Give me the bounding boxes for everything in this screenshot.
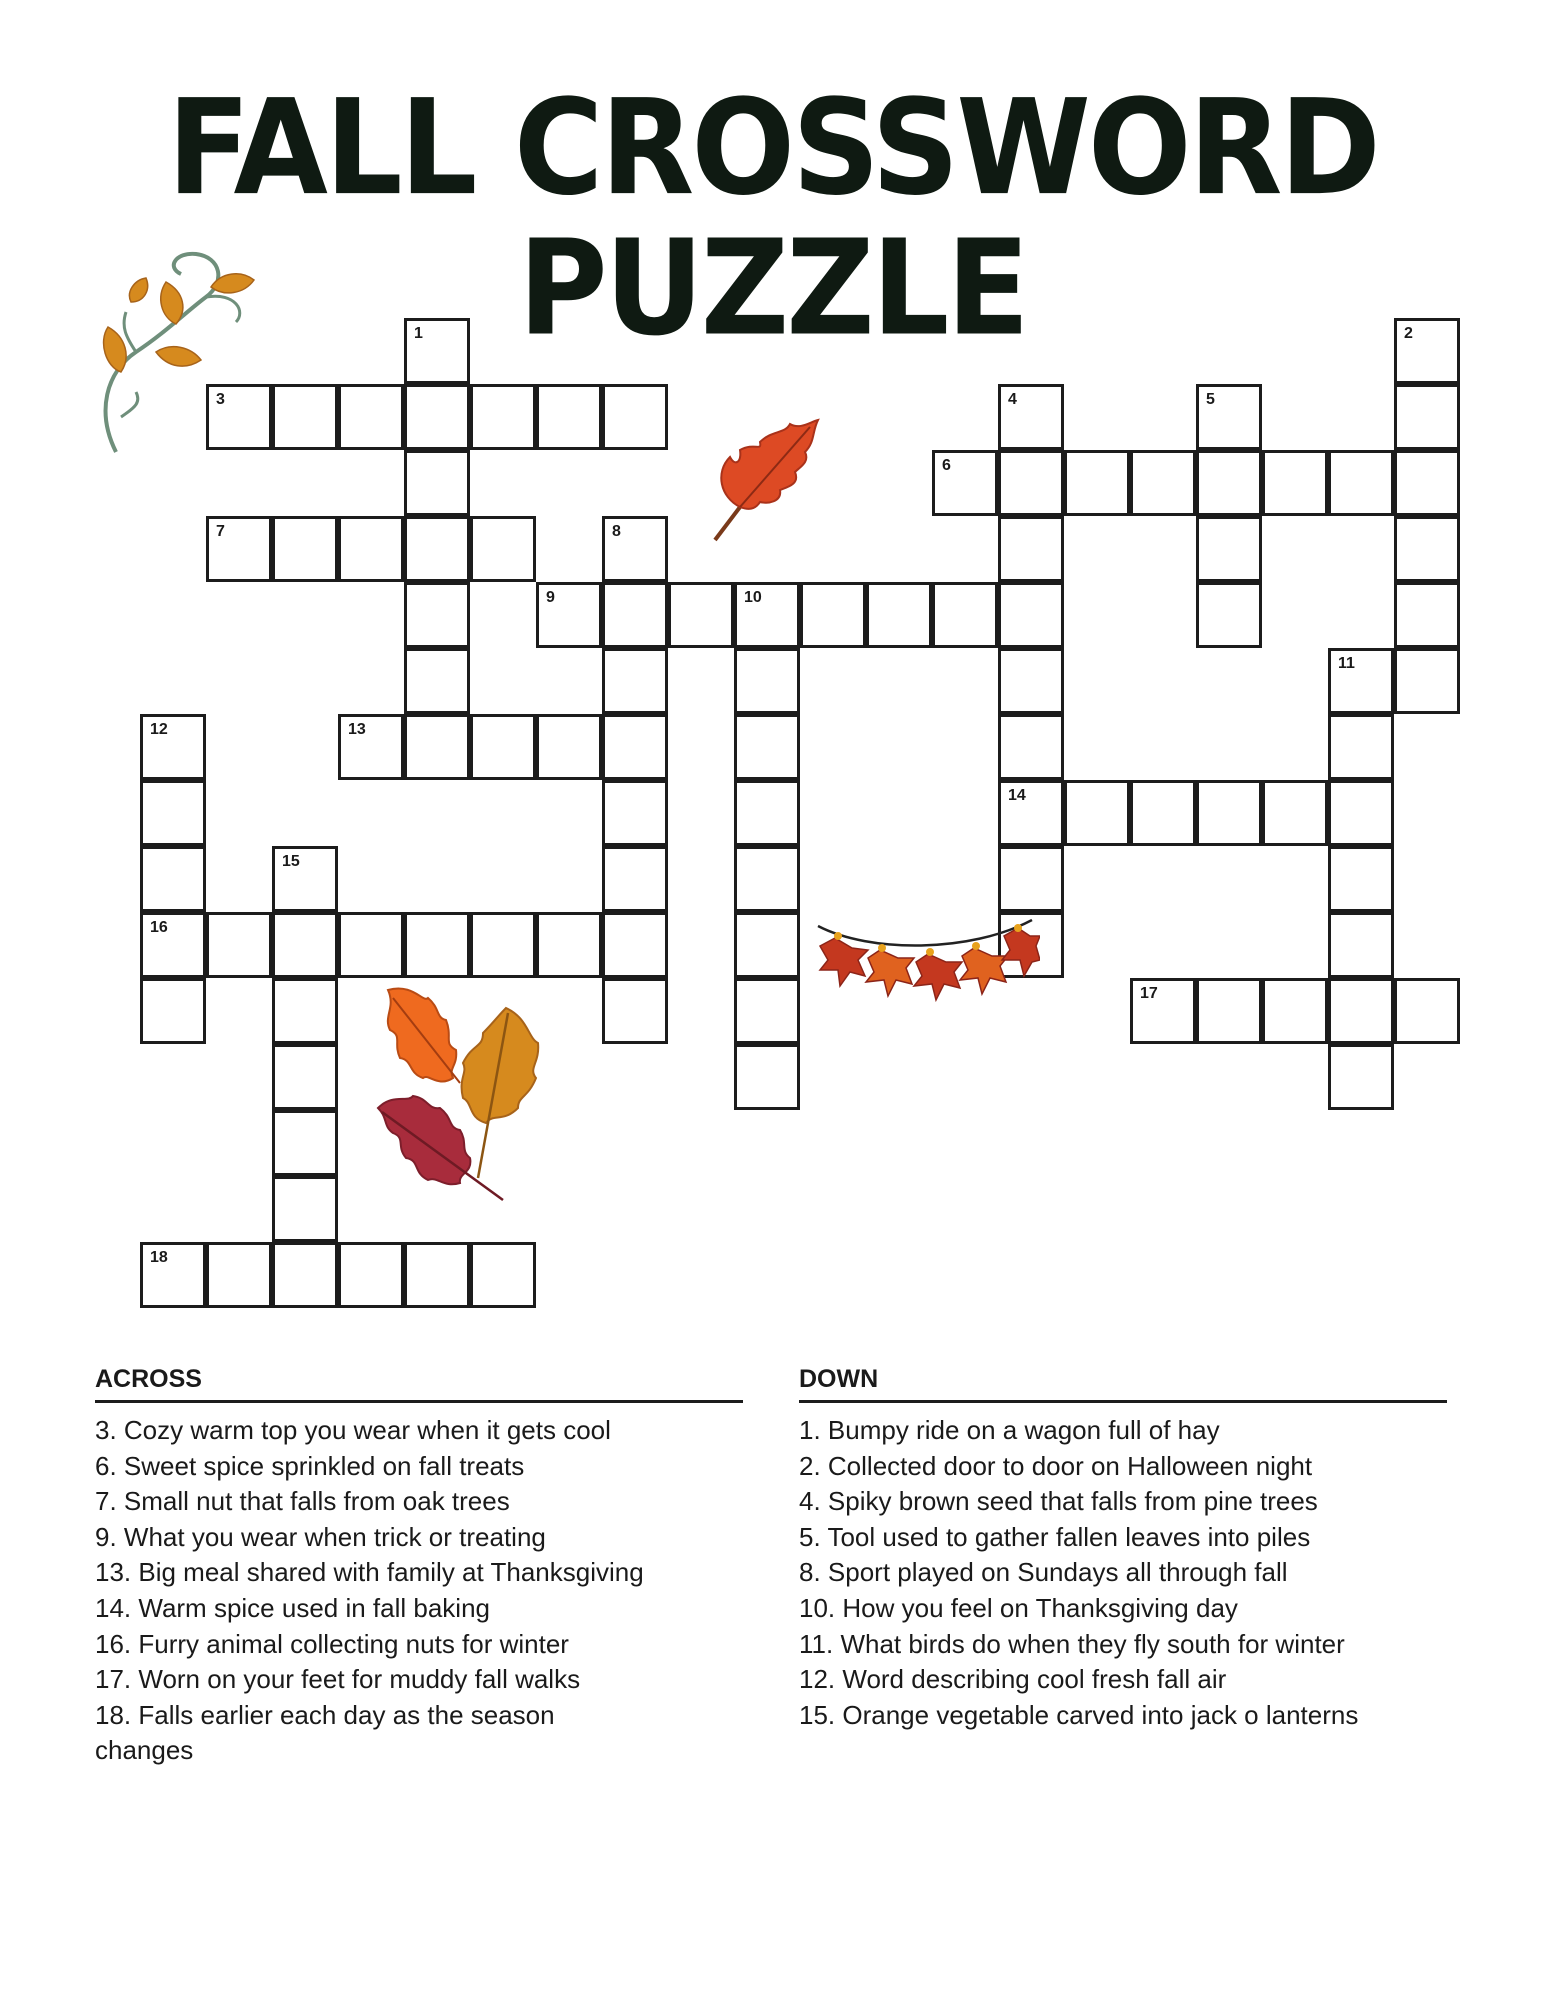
grid-cell[interactable] — [206, 1242, 272, 1308]
grid-cell[interactable] — [140, 1242, 206, 1308]
grid-cell[interactable] — [536, 714, 602, 780]
clue-number: 16 — [150, 919, 168, 936]
grid-cell[interactable] — [470, 516, 536, 582]
down-clue-2: 2. Collected door to door on Halloween night — [799, 1450, 1313, 1481]
grid-cell[interactable] — [1394, 648, 1460, 714]
clue-number: 1 — [414, 325, 423, 342]
grid-cell[interactable] — [602, 714, 668, 780]
grid-cell[interactable] — [602, 846, 668, 912]
grid-cell[interactable] — [1394, 516, 1460, 582]
clue-number: 7 — [216, 523, 225, 540]
grid-cell[interactable] — [1328, 648, 1394, 714]
clue-number: 15 — [282, 853, 300, 870]
grid-cell[interactable] — [536, 384, 602, 450]
grid-cell[interactable] — [338, 1242, 404, 1308]
grid-cell[interactable] — [272, 978, 338, 1044]
across-clue-9: 9. What you wear when trick or treating — [95, 1521, 546, 1552]
clue-number: 8 — [612, 523, 621, 540]
grid-cell[interactable] — [404, 1242, 470, 1308]
grid-cell[interactable] — [998, 582, 1064, 648]
grid-cell[interactable] — [602, 780, 668, 846]
down-clue-15: 15. Orange vegetable carved into jack o lanterns — [799, 1699, 1359, 1730]
across-clues — [95, 1364, 743, 1769]
down-clue-11: 11. What birds do when they fly south for winter — [799, 1628, 1345, 1659]
grid-cell[interactable] — [1196, 582, 1262, 648]
grid-cell[interactable] — [338, 714, 404, 780]
grid-cell[interactable] — [1328, 714, 1394, 780]
grid-cell[interactable] — [1196, 384, 1262, 450]
grid-cell[interactable] — [536, 912, 602, 978]
vine-leaves-icon — [96, 242, 266, 462]
across-clue-3: 3. Cozy warm top you wear when it gets cool — [95, 1415, 611, 1445]
grid-cell[interactable] — [602, 384, 668, 450]
grid-cell[interactable] — [734, 582, 800, 648]
grid-cell[interactable] — [1328, 1044, 1394, 1110]
down-clue-5: 5. Tool used to gather fallen leaves into piles — [799, 1521, 1311, 1552]
across-clue-7: 7. Small nut that falls from oak trees — [95, 1486, 510, 1517]
clue-number: 4 — [1008, 391, 1017, 408]
across-clue-6: 6. Sweet spice sprinkled on fall treats — [95, 1450, 525, 1481]
grid-cell[interactable] — [998, 846, 1064, 912]
clue-number: 11 — [1338, 655, 1355, 672]
across-clue-17: 17. Worn on your feet for muddy fall walks — [95, 1664, 581, 1695]
grid-cell[interactable] — [404, 582, 470, 648]
grid-cell[interactable] — [470, 714, 536, 780]
grid-cell[interactable] — [1394, 318, 1460, 384]
grid-cell[interactable] — [602, 648, 668, 714]
grid-cell[interactable] — [404, 450, 470, 516]
grid-cell[interactable] — [338, 384, 404, 450]
grid-cell[interactable] — [734, 846, 800, 912]
grid-cell[interactable] — [734, 912, 800, 978]
grid-cell[interactable] — [1130, 780, 1196, 846]
grid-cell[interactable] — [1328, 978, 1394, 1044]
grid-cell[interactable] — [1262, 978, 1328, 1044]
grid-cell[interactable] — [1196, 978, 1262, 1044]
clue-number: 14 — [1008, 787, 1026, 804]
grid-cell[interactable] — [734, 780, 800, 846]
grid-cell[interactable] — [272, 1044, 338, 1110]
grid-cell[interactable] — [998, 450, 1064, 516]
grid-cell[interactable] — [404, 714, 470, 780]
grid-cell[interactable] — [272, 1110, 338, 1176]
oak-leaves-icon — [368, 978, 558, 1208]
grid-cell[interactable] — [1394, 384, 1460, 450]
red-leaf-icon — [700, 412, 820, 542]
grid-cell[interactable] — [1328, 450, 1394, 516]
grid-cell[interactable] — [1130, 978, 1196, 1044]
clue-number: 2 — [1404, 325, 1413, 342]
clue-number: 9 — [546, 589, 555, 606]
grid-cell[interactable] — [140, 780, 206, 846]
grid-cell[interactable] — [998, 516, 1064, 582]
grid-cell[interactable] — [998, 780, 1064, 846]
clue-number: 5 — [1206, 391, 1215, 408]
grid-cell[interactable] — [1064, 780, 1130, 846]
grid-cell[interactable] — [932, 582, 998, 648]
down-heading: DOWN — [799, 1364, 1447, 1403]
grid-cell[interactable] — [1328, 780, 1394, 846]
grid-cell[interactable] — [602, 582, 668, 648]
down-clue-10: 10. How you feel on Thanksgiving day — [799, 1592, 1238, 1623]
grid-cell[interactable] — [404, 648, 470, 714]
grid-cell[interactable] — [140, 714, 206, 780]
clue-number: 17 — [1140, 985, 1158, 1002]
down-clue-8: 8. Sport played on Sundays all through fall — [799, 1557, 1288, 1588]
leaf-garland-icon — [810, 908, 1040, 1008]
grid-cell[interactable] — [206, 516, 272, 582]
grid-cell[interactable] — [1328, 912, 1394, 978]
grid-cell[interactable] — [404, 318, 470, 384]
grid-cell[interactable] — [1196, 516, 1262, 582]
across-clue-13: 13. Big meal shared with family at Thanksgiving — [95, 1557, 644, 1588]
clue-number: 6 — [942, 457, 951, 474]
clue-number: 10 — [744, 589, 762, 606]
grid-cell[interactable] — [1394, 582, 1460, 648]
grid-cell[interactable] — [272, 1176, 338, 1242]
grid-cell[interactable] — [1262, 450, 1328, 516]
grid-cell[interactable] — [998, 714, 1064, 780]
clue-number: 18 — [150, 1249, 168, 1266]
clue-number: 3 — [216, 391, 225, 408]
grid-cell[interactable] — [338, 912, 404, 978]
grid-cell[interactable] — [404, 384, 470, 450]
grid-cell[interactable] — [998, 648, 1064, 714]
grid-cell[interactable] — [932, 450, 998, 516]
clue-number: 12 — [150, 721, 168, 738]
grid-cell[interactable] — [140, 846, 206, 912]
grid-cell[interactable] — [1262, 780, 1328, 846]
grid-cell[interactable] — [338, 516, 404, 582]
grid-cell[interactable] — [140, 978, 206, 1044]
across-clue-18: 18. Falls earlier each day as the season changes — [95, 1699, 555, 1766]
grid-cell[interactable] — [404, 516, 470, 582]
grid-cell[interactable] — [734, 1044, 800, 1110]
grid-cell[interactable] — [668, 582, 734, 648]
grid-cell[interactable] — [272, 516, 338, 582]
grid-cell[interactable] — [1064, 450, 1130, 516]
grid-cell[interactable] — [272, 846, 338, 912]
grid-cell[interactable] — [734, 978, 800, 1044]
grid-cell[interactable] — [800, 582, 866, 648]
grid-cell[interactable] — [536, 582, 602, 648]
grid-cell[interactable] — [470, 912, 536, 978]
grid-cell[interactable] — [1196, 450, 1262, 516]
grid-cell[interactable] — [602, 912, 668, 978]
grid-cell[interactable] — [1328, 846, 1394, 912]
grid-cell[interactable] — [470, 384, 536, 450]
down-clue-1: 1. Bumpy ride on a wagon full of hay — [799, 1415, 1220, 1445]
across-clue-16: 16. Furry animal collecting nuts for winter — [95, 1628, 569, 1659]
down-clues — [799, 1364, 1447, 1733]
grid-cell[interactable] — [470, 1242, 536, 1308]
grid-cell[interactable] — [404, 912, 470, 978]
grid-cell[interactable] — [866, 582, 932, 648]
grid-cell[interactable] — [140, 912, 206, 978]
page-title: FALL CROSSWORD PUZZLE — [167, 71, 1378, 365]
grid-cell[interactable] — [272, 912, 338, 978]
grid-cell[interactable] — [272, 1242, 338, 1308]
grid-cell[interactable] — [1196, 780, 1262, 846]
grid-cell[interactable] — [602, 978, 668, 1044]
grid-cell[interactable] — [206, 912, 272, 978]
grid-cell[interactable] — [272, 384, 338, 450]
grid-cell[interactable] — [734, 714, 800, 780]
grid-cell[interactable] — [1130, 450, 1196, 516]
down-clue-12: 12. Word describing cool fresh fall air — [799, 1664, 1227, 1695]
grid-cell[interactable] — [1394, 450, 1460, 516]
grid-cell[interactable] — [734, 648, 800, 714]
grid-cell[interactable] — [602, 516, 668, 582]
down-clue-4: 4. Spiky brown seed that falls from pine trees — [799, 1486, 1318, 1517]
across-clue-14: 14. Warm spice used in fall baking — [95, 1592, 491, 1623]
clue-number: 13 — [348, 721, 366, 738]
grid-cell[interactable] — [1394, 978, 1460, 1044]
across-heading: ACROSS — [95, 1364, 743, 1403]
grid-cell[interactable] — [998, 384, 1064, 450]
